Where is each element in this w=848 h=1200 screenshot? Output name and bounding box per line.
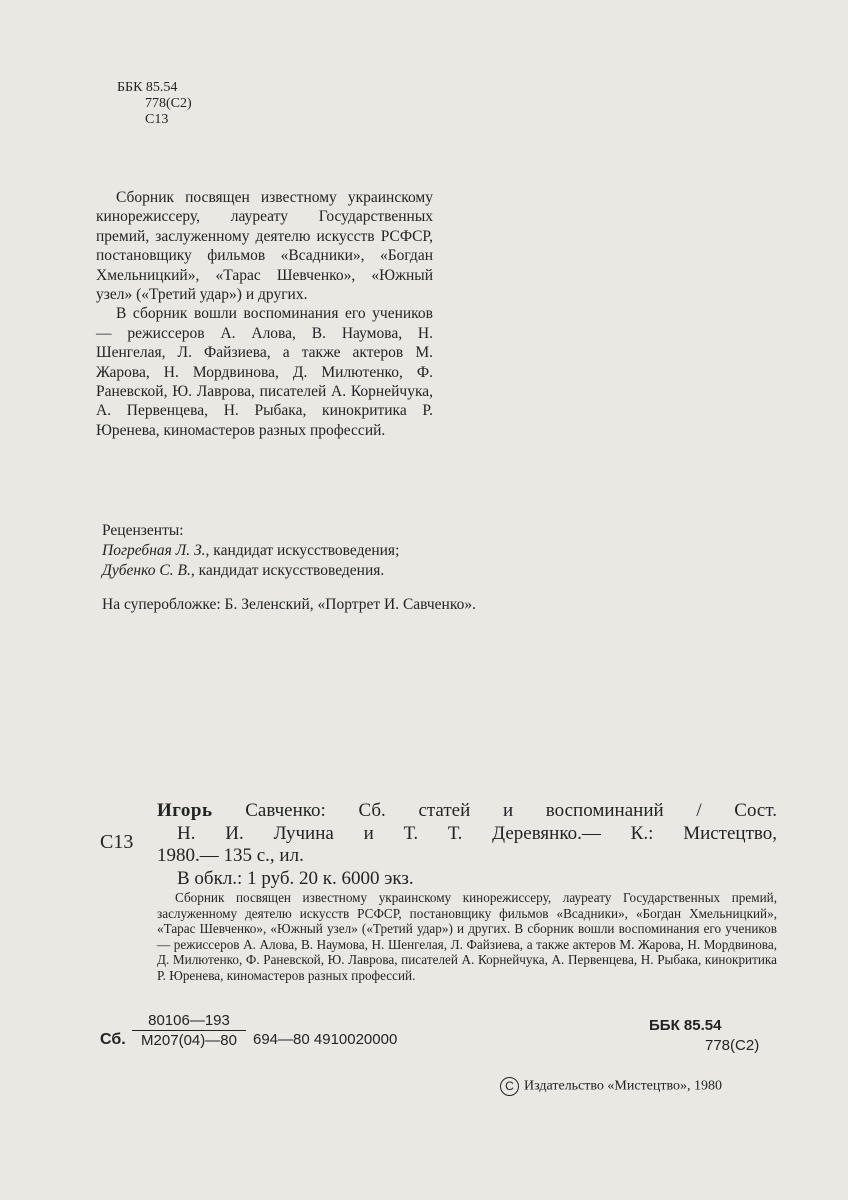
bbk-bottom (649, 1016, 759, 1056)
index-fraction (132, 1012, 246, 1049)
jacket-credit: На суперобложке: Б. Зеленский, «Портрет И. Савченко». (102, 596, 476, 613)
abstract (96, 188, 433, 440)
publisher-copyright (500, 1077, 722, 1096)
catalog-description-text: Сборник посвящен известному украинскому кинорежиссеру, лауреату Государственных премий, заслуженному деятелю искусств РСФСР, постановщику фильмов «Всадники», «Богдан Хмельницкий», «Тарас Шевченко», «Южный узел» («Третий удар») и других. В сборник вошли воспоминания его учеников — режиссеров А. Алова, В. Наумова, Н. Шенгелая, Л. Файзиева, а также актеров М. Жарова, Н. Мордвинова, Д. Милютенко, Ф. Раневской, Ю. Лаврова, писателей А. Корнейчука, А. Первенцева, Н. Рыбака, кинокритика Р. Юренева, киномастеров разных профессий. (157, 890, 777, 983)
udc-code: 778(С2) (145, 96, 192, 111)
catalog-author: Игорь (157, 800, 213, 821)
bbk-bottom-line-2: 778(С2) (705, 1037, 760, 1054)
reviewer-1 (102, 541, 399, 561)
index-label: Сб. (100, 1031, 126, 1048)
author-mark: С13 (145, 112, 169, 127)
index-numerator: 80106—193 (132, 1012, 246, 1031)
reviewer-1-role: кандидат искусствоведения; (209, 542, 400, 559)
reviewers (102, 521, 399, 581)
abstract-paragraph-1: Сборник посвящен известному украинскому кинорежиссеру, лауреату Государственных премий, заслуженному деятелю искусств РСФСР, постановщику фильмов «Всадники», «Богдан Хмельницкий», «Тарас Шевченко», «Южный узел» («Третий удар») и других. (96, 189, 433, 304)
catalog-line-1 (157, 800, 777, 823)
publisher-text: Издательство «Мистецтво», 1980 (524, 1078, 723, 1094)
catalog-line-3: 1980.— 135 с., ил. (157, 845, 304, 866)
classification-codes (117, 80, 192, 128)
index-denominator: М207(04)—80 (141, 1032, 237, 1049)
catalog-line-2: Н. И. Лучина и Т. Т. Деревянко.— К.: Мистецтво, (177, 822, 777, 844)
reviewer-1-name: Погребная Л. З., (102, 542, 210, 559)
catalog-price: В обкл.: 1 руб. 20 к. 6000 экз. (177, 867, 414, 889)
catalog-description (157, 890, 777, 983)
index-numbers: 694—80 4910020000 (253, 1031, 398, 1048)
bbk-bottom-line-1: ББК 85.54 (649, 1017, 722, 1034)
copyright-icon: C (500, 1077, 519, 1096)
catalog-entry (157, 800, 777, 890)
reviewer-2 (102, 561, 399, 581)
bbk-code: ББК 85.54 (117, 80, 178, 95)
reviewers-title: Рецензенты: (102, 522, 184, 539)
catalog-title: Савченко: Сб. статей и воспоминаний / Сост. (212, 800, 777, 821)
reviewer-2-role: кандидат искусствоведения. (194, 562, 385, 579)
catalog-code: С13 (100, 831, 134, 853)
reviewer-2-name: Дубенко С. В., (102, 562, 195, 579)
abstract-paragraph-2: В сборник вошли воспоминания его учеников — режиссеров А. Алова, В. Наумова, Н. Шенгелая, Л. Файзиева, а также актеров М. Жарова, Н. Мордвинова, Д. Милютенко, Ф. Раневской, Ю. Лаврова, писателей А. Корнейчука, А. Первенцева, Н. Рыбака, кинокритика Р. Юренева, киномастеров разных профессий. (96, 305, 433, 439)
